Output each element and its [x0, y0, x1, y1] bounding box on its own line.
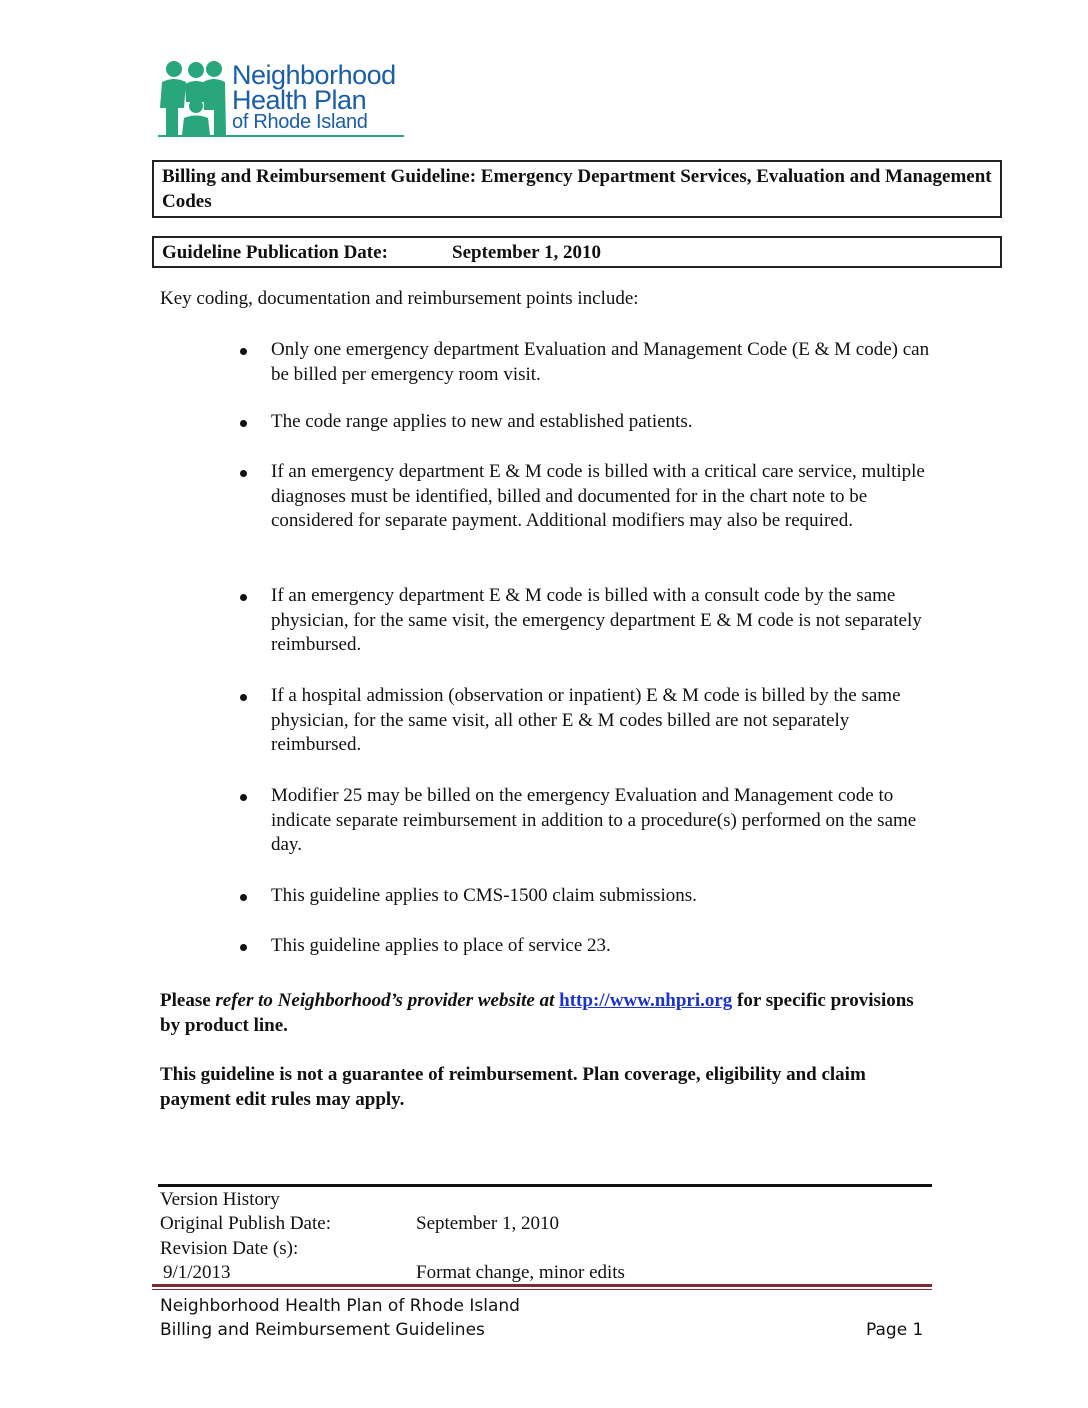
list-item: [240, 460, 930, 584]
version-history-top-rule: [158, 1184, 932, 1187]
logo-line-1: Neighborhood: [232, 60, 396, 90]
bullet-dot-icon: [240, 594, 247, 601]
list-item-text: Only one emergency department Evaluation and Management Code (E & M code) can be billed per emergency room visit.: [271, 339, 930, 385]
disclaimer-note: This guideline is not a guarantee of reimbursement. Plan coverage, eligibility and claim payment edit rules may apply.: [160, 1064, 866, 1110]
list-item-text: Modifier 25 may be billed on the emergency Evaluation and Management code to indicate separate reimbursement in addition to a procedure(s) performed on the same day.: [271, 785, 917, 855]
list-item-text: The code range applies to new and established patients.: [271, 411, 693, 432]
revision-note: Format change, minor edits: [416, 1262, 625, 1283]
publication-date-value: September 1, 2010: [452, 242, 601, 263]
key-points-list: [240, 338, 930, 964]
list-item-text: This guideline applies to place of service 23.: [271, 935, 611, 956]
list-item-text: If a hospital admission (observation or inpatient) E & M code is billed by the same physician, for the same visit, all other E & M codes billed are not separately reimbursed.: [271, 685, 901, 755]
family-figures-icon: [158, 60, 230, 136]
guideline-title-box: [152, 160, 1002, 218]
bullet-dot-icon: [240, 944, 247, 951]
list-item: [240, 338, 930, 410]
list-item-text: This guideline applies to CMS-1500 claim submissions.: [271, 885, 697, 906]
logo-line-3: of Rhode Island: [232, 111, 368, 133]
list-item: [240, 884, 930, 934]
list-item: [240, 410, 930, 460]
guideline-title: Billing and Reimbursement Guideline: Emergency Department Services, Evaluation and Management Codes: [162, 166, 992, 212]
logo-underline: [158, 135, 404, 137]
revision-date-value: 9/1/2013: [163, 1262, 231, 1283]
footer-document-type: Billing and Reimbursement Guidelines: [160, 1320, 485, 1340]
provider-website-note: [160, 988, 920, 1038]
bullet-dot-icon: [240, 894, 247, 901]
version-history-heading: Version History: [160, 1189, 280, 1210]
revision-date-label: Revision Date (s):: [160, 1238, 299, 1259]
publication-date-label: Guideline Publication Date:: [162, 242, 388, 263]
note-italic: refer to Neighborhood’s provider website at: [215, 990, 555, 1011]
list-item: [240, 784, 930, 884]
note-suffix: for specific provisions by product line.: [160, 990, 914, 1036]
bullet-dot-icon: [240, 470, 247, 477]
list-item: [240, 934, 930, 964]
publication-date-box: [152, 236, 1002, 268]
version-history-bottom-rule: [152, 1284, 932, 1287]
original-publish-value: September 1, 2010: [416, 1213, 560, 1234]
note-prefix: Please: [160, 990, 216, 1011]
original-publish-label: Original Publish Date:: [160, 1213, 331, 1234]
page-number: Page 1: [866, 1320, 924, 1340]
neighborhood-logo: [158, 60, 408, 140]
list-item: [240, 684, 930, 784]
list-item: [240, 584, 930, 684]
logo-line-2: Health Plan: [232, 85, 367, 115]
list-item-text: If an emergency department E & M code is billed with a consult code by the same physician, for the same visit, the emergency department E & M code is not separately reimbursed.: [271, 585, 922, 655]
version-history-bottom-rule-thin: [152, 1289, 932, 1290]
bullet-dot-icon: [240, 794, 247, 801]
bullet-dot-icon: [240, 348, 247, 355]
provider-website-link[interactable]: http://www.nhpri.org: [559, 990, 733, 1011]
bullet-dot-icon: [240, 420, 247, 427]
intro-text: Key coding, documentation and reimbursement points include:: [160, 288, 639, 309]
bullet-dot-icon: [240, 694, 247, 701]
list-item-text: If an emergency department E & M code is billed with a critical care service, multiple diagnoses must be identified, billed and documented for in the chart note to be considered for separate payment. Additional modifiers may also be required.: [271, 461, 925, 531]
footer-organization: Neighborhood Health Plan of Rhode Island: [160, 1296, 520, 1316]
